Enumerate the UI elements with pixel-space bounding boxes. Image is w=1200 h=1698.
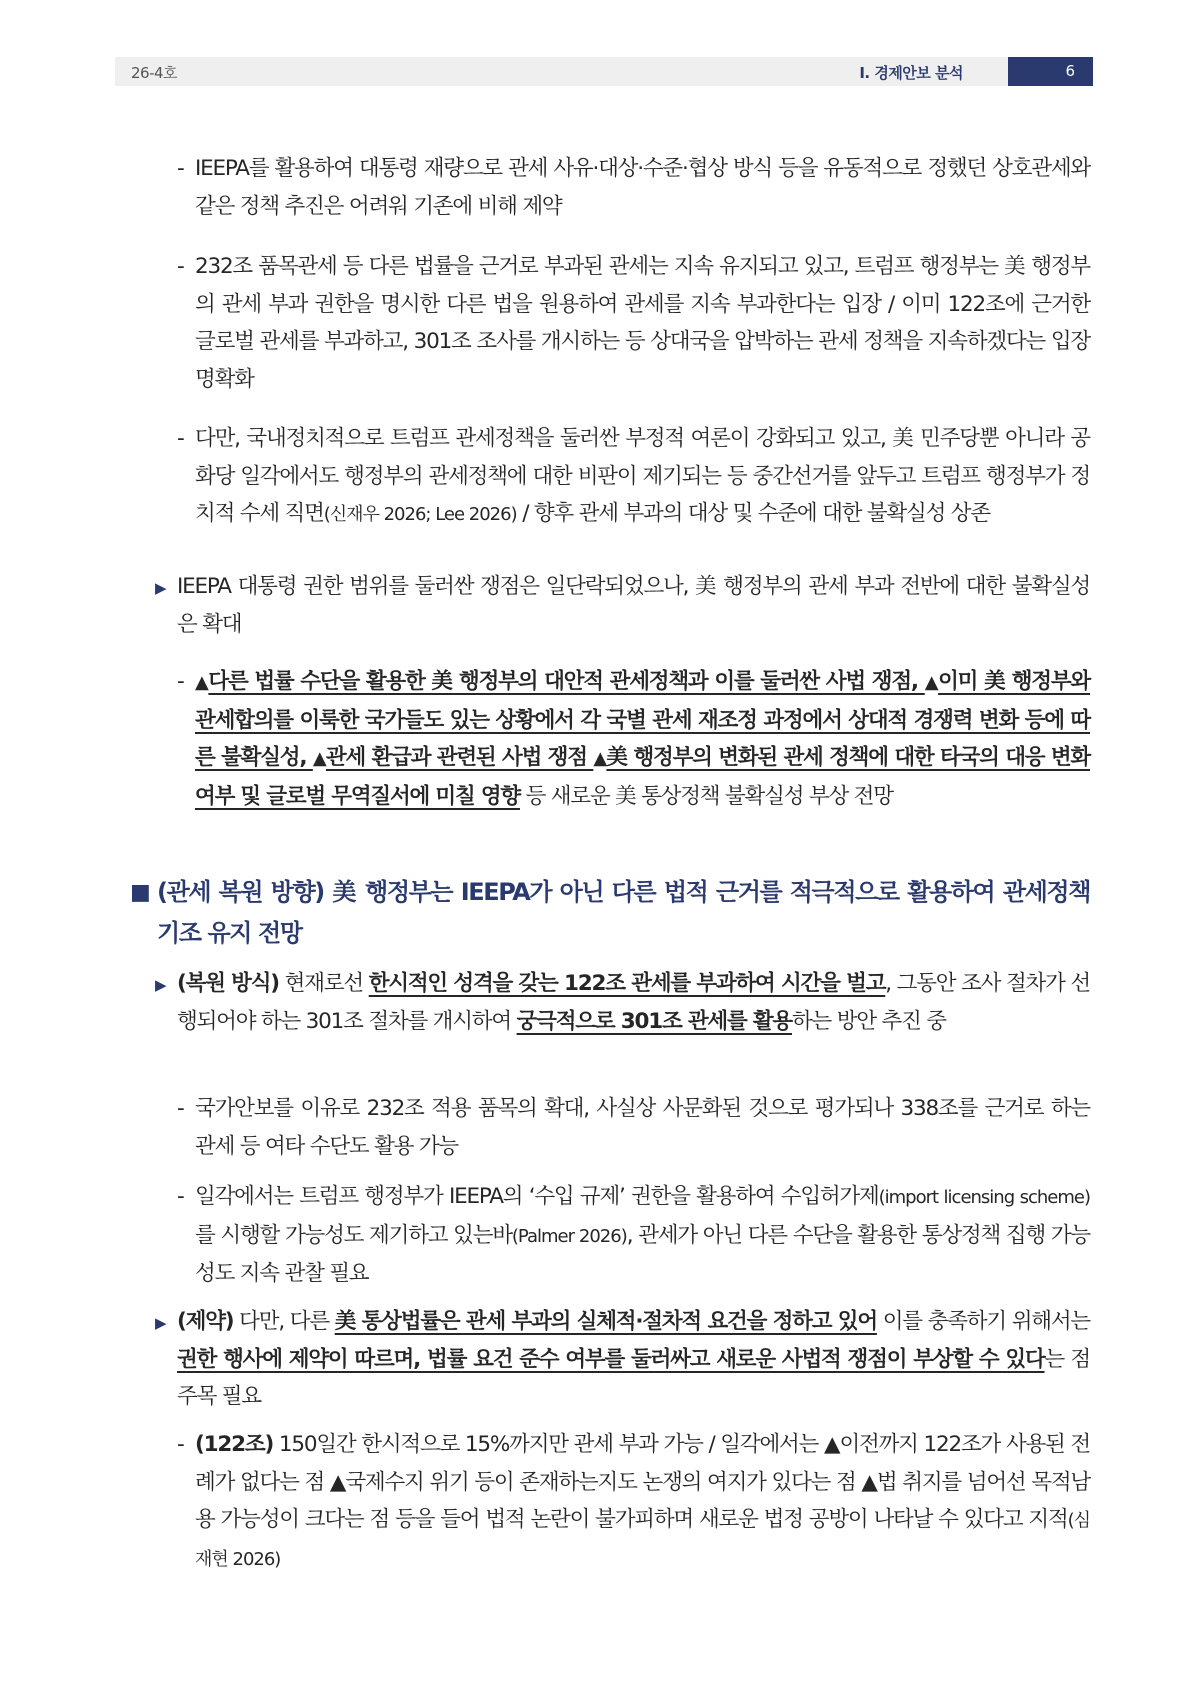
bullet-label: (제약) xyxy=(177,1309,234,1334)
sub-bullet-other-means xyxy=(177,1090,1090,1165)
page-number: 6 xyxy=(1065,62,1075,80)
paragraph-text: 232조 품목관세 등 다른 법률을 근거로 부과된 관세는 지속 유지되고 있고, 트럼프 행정부는 美 행정부의 관세 부과 권한을 명시한 다른 법을 원용하여 관세를 지속 부과한다는 입장 / 이미 122조에 근거한 글로벌 관세를 부과하고, 301조 조사를 개시하는 등 상대국을 압박하는 관세 정책을 지속하겠다는 입장 명확화 xyxy=(195,254,1090,392)
sub-bullet-2 xyxy=(177,248,1090,398)
paragraph-text: IEEPA 대통령 권한 범위를 둘러싼 쟁점은 일단락되었으나, 美 행정부의 관세 부과 전반에 대한 불확실성은 확대 xyxy=(177,574,1090,637)
paragraph-text: 하는 방안 추진 중 xyxy=(791,1008,946,1034)
emphasis-text: 관세 환급과 관련된 사법 쟁점 xyxy=(325,745,594,770)
square-bullet-icon: ■ xyxy=(130,880,150,905)
paragraph-text: / 향후 관세 부과의 대상 및 수준에 대한 불확실성 상존 xyxy=(516,501,990,526)
paragraph-text: 현재로선 xyxy=(278,971,369,996)
paragraph-text: , 관세가 아닌 다른 수단을 활용한 통상정책 집행 가능성도 지속 관찰 필요 xyxy=(195,1222,1090,1286)
section-title: Ⅰ. 경제안보 분석 xyxy=(859,64,963,82)
paragraph-text: , 그동안 조사 절차가 선행되어야 하는 301조 절차를 개시하여 xyxy=(177,971,1090,1034)
paragraph-text: 이를 충족하기 위해서는 xyxy=(876,1309,1090,1334)
up-triangle-icon: ▲ xyxy=(593,748,607,769)
parenthetical: (import licensing scheme) xyxy=(878,1187,1090,1208)
paragraph-text: 다만, 국내정치적으로 트럼프 관세정책을 둘러싼 부정적 여론이 강화되고 있고, 美 민주당뿐 아니라 공화당 일각에서도 행정부의 관세정책에 대한 비판이 제기되는 등 중간선거를 앞두고 트럼프 행정부가 정치적 수세 직면 xyxy=(195,426,1090,526)
emphasis-text: 美 행정부의 변화된 관세 정책에 대한 타국의 대응 변화 여부 및 글로벌 무역질서에 미칠 영향 xyxy=(195,745,1090,809)
paragraph-text: 는 점 주목 필요 xyxy=(177,1346,1090,1409)
dash-marker: - xyxy=(177,1184,184,1209)
bullet-restoration-method xyxy=(155,965,1090,1040)
emphasis-text: 궁극적으로 301조 관세를 활용 xyxy=(516,1008,792,1034)
dash-marker: - xyxy=(177,426,184,451)
dash-marker: - xyxy=(177,1432,184,1457)
page-number-box xyxy=(1008,57,1093,86)
bullet-label: (복원 방식) xyxy=(177,971,279,996)
triangle-bullet-icon: ▶ xyxy=(155,579,166,597)
up-triangle-icon: ▲ xyxy=(924,672,939,693)
dash-marker: - xyxy=(177,156,184,181)
bullet-label: (122조) xyxy=(195,1432,274,1457)
sub-bullet-uncertainty-list xyxy=(177,663,1091,815)
up-triangle-icon: ▲ xyxy=(312,748,326,769)
emphasis-text: 다른 법률 수단을 활용한 美 행정부의 대안적 관세정책과 이를 둘러싼 사법 쟁점, xyxy=(208,669,925,694)
emphasis-text: 한시적인 성격을 갖는 122조 관세를 부과하여 시간을 벌고 xyxy=(368,971,886,996)
citation: (Palmer 2026) xyxy=(511,1225,627,1247)
paragraph-text: IEEPA를 활용하여 대통령 재량으로 관세 사유·대상·수준·협상 방식 등을 유동적으로 정했던 상호관세와 같은 정책 추진은 어려워 기존에 비해 제약 xyxy=(195,156,1090,219)
sub-bullet-section-122 xyxy=(177,1426,1090,1578)
sub-bullet-1 xyxy=(177,150,1090,225)
paragraph-text: 를 시행할 가능성도 제기하고 있는바 xyxy=(195,1222,512,1248)
up-triangle-icon: ▲ xyxy=(195,672,209,693)
sub-bullet-3 xyxy=(177,420,1090,534)
citation: (심재현 2026) xyxy=(195,1510,1090,1570)
heading-text: (관세 복원 방향) 美 행정부는 IEEPA가 아닌 다른 법적 근거를 적극적으로 활용하여 관세정책 기조 유지 전망 xyxy=(157,878,1090,947)
citation: (신재우 2026; Lee 2026) xyxy=(323,504,517,525)
emphasis-text: 美 통상법률은 관세 부과의 실체적·절차적 요건을 정하고 있어 xyxy=(334,1309,877,1334)
paragraph-text: 등 새로운 美 통상정책 불확실성 부상 전망 xyxy=(519,783,893,809)
paragraph-text: 150일간 한시적으로 15%까지만 관세 부과 가능 / 일각에서는 ▲이전까지 122조가 사용된 전례가 없다는 점 ▲국제수지 위기 등이 존재하는지도 논쟁의 여지가 있다는 점 ▲법 취지를 넘어선 목적남용 가능성이 크다는 점 등을 들어 법적 논란이 불가피하며 새로운 법정 공방이 나타날 수 있다고 지적 xyxy=(195,1432,1090,1532)
emphasis-text: 이미 美 행정부와 관세합의를 이룩한 국가들도 있는 상황에서 각 국별 관세 재조정 과정에서 상대적 경쟁력 변화 등에 따른 불확실성, xyxy=(195,669,1091,770)
triangle-bullet-icon: ▶ xyxy=(155,1314,166,1332)
emphasis-text: 권한 행사에 제약이 따르며, 법률 요건 준수 여부를 둘러싸고 새로운 사법적 쟁점이 부상할 수 있다 xyxy=(177,1346,1045,1372)
dash-marker: - xyxy=(177,254,184,279)
issue-number: 26-4호 xyxy=(131,64,178,82)
paragraph-text: 다만, 다른 xyxy=(233,1309,335,1334)
bullet-uncertainty xyxy=(155,568,1090,643)
paragraph-text: 국가안보를 이유로 232조 적용 품목의 확대, 사실상 사문화된 것으로 평가되나 338조를 근거로 하는 관세 등 여타 수단도 활용 가능 xyxy=(195,1096,1090,1159)
section-heading xyxy=(130,872,1090,954)
triangle-bullet-icon: ▶ xyxy=(155,976,166,994)
page-header xyxy=(115,57,1093,86)
sub-bullet-import-licensing xyxy=(177,1178,1090,1293)
dash-marker: - xyxy=(177,1096,184,1121)
bullet-constraints xyxy=(155,1303,1090,1416)
dash-marker: - xyxy=(177,669,184,694)
paragraph-text: 일각에서는 트럼프 행정부가 IEEPA의 ‘수입 규제’ 권한을 활용하여 수입허가제 xyxy=(195,1184,879,1209)
